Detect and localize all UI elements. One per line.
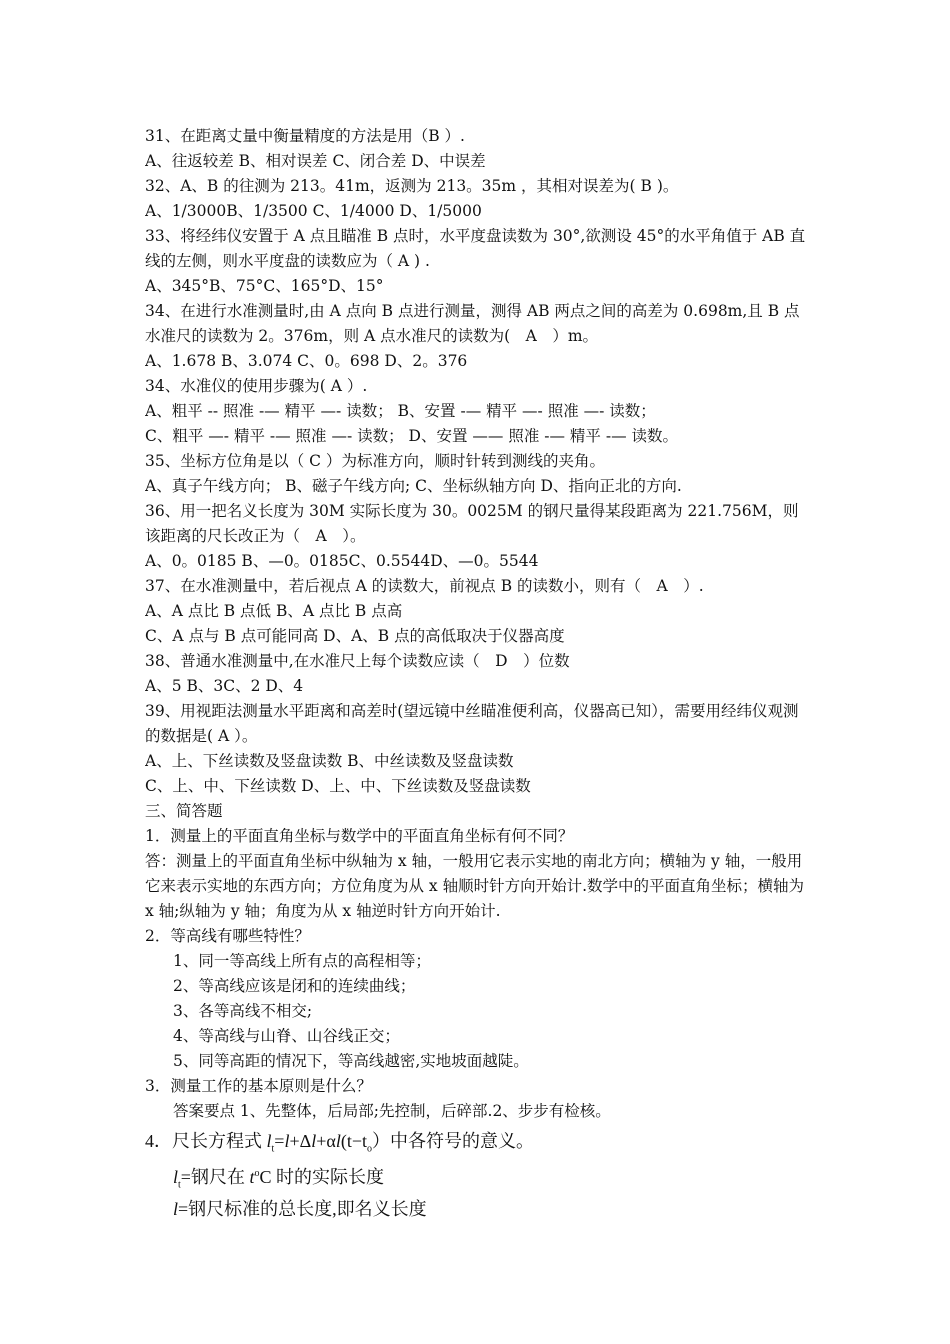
question-36-options: A、0。0185 B、—0。0185C、0.5544D、—0。5544	[145, 552, 539, 570]
def-text-1: =钢尺在	[180, 1167, 250, 1187]
question-34a: 34、在进行水准测量时,由 A 点向 B 点进行测量，测得 AB 两点之间的高差为 0.698m,且 B 点水准尺的读数为 2。376m，则 A 点水准尺的读数为( A ）m。	[145, 302, 800, 345]
def-text: =钢尺标准的总长度,即名义长度	[178, 1199, 427, 1219]
def-symbol-subscript: t	[178, 1179, 181, 1191]
formula-l: l	[266, 1131, 272, 1151]
question-38: 38、普通水准测量中,在水准尺上每个读数应读（ D ）位数	[145, 652, 570, 670]
question-32-options: A、1/3000B、1/3500 C、1/4000 D、1/5000	[145, 202, 482, 220]
document-body	[145, 124, 810, 1224]
question-39-options-1: A、上、下丝读数及竖盘读数 B、中丝读数及竖盘读数	[145, 752, 514, 770]
formula-paren: (t−t	[340, 1131, 367, 1151]
short-answer-1-answer: 答：测量上的平面直角坐标中纵轴为 x 轴，一般用它表示实地的南北方向；横轴为 y 轴，一般用它来表示实地的东西方向；方位角度为从 x 轴顺时针方向开始计.数学中的平面直角坐标；横轴为 x 轴;纵轴为 y 轴；角度为从 x 轴逆时针方向开始计.	[145, 852, 805, 920]
question-37-options-1: A、A 点比 B 点低 B、A 点比 B 点高	[145, 602, 403, 620]
formula-t-subscript: t	[271, 1143, 275, 1155]
formula-plus-delta: +Δ	[289, 1131, 312, 1151]
contour-property: 4、等高线与山脊、山谷线正交；	[173, 1027, 400, 1045]
formula-l: l	[335, 1131, 341, 1151]
short-answer-3-question: 3．测量工作的基本原则是什么？	[145, 1077, 372, 1095]
formula-close: ）	[371, 1131, 390, 1151]
question-37-options-2: C、A 点与 B 点可能同高 D、A、B 点的高低取决于仪器高度	[145, 627, 565, 645]
question-35: 35、坐标方位角是以（ C ）为标准方向，顺时针转到测线的夹角。	[145, 452, 605, 470]
formula-l: l	[284, 1131, 290, 1151]
question-39: 39、用视距法测量水平距离和高差时(望远镜中丝瞄准便利高，仪器高已知），需要用经纬仪观测的数据是( A ）。	[145, 702, 799, 745]
question-33: 33、将经纬仪安置于 A 点且瞄准 B 点时，水平度盘读数为 30°,欲测设 45°的水平角值于 AB 直线的左侧，则水平度盘的读数应为（ A ) .	[145, 227, 806, 270]
question-38-options: A、5 B、3C、2 D、4	[145, 677, 304, 695]
question-32: 32、A、B 的往测为 213。41m，返测为 213。35m ，其相对误差为( B )。	[145, 177, 679, 195]
definition-lt	[145, 1162, 810, 1192]
short-answer-1-question: 1．测量上的平面直角坐标与数学中的平面直角坐标有何不同？	[145, 827, 574, 845]
question-34b-options-2: C、粗平 —- 精平 -— 照准 —- 读数； D、安置 —— 照准 -— 精平 -— 读数。	[145, 427, 679, 445]
def-degree: o	[254, 1168, 260, 1179]
question-34b-options-1: A、粗平 -- 照准 -— 精平 —- 读数； B、安置 -— 精平 —- 照准 —- 读数；	[145, 402, 656, 420]
contour-property: 2、等高线应该是闭和的连续曲线；	[173, 977, 416, 995]
formula-o-subscript: o	[366, 1143, 372, 1155]
question-39-options-2: C、上、中、下丝读数 D、上、中、下丝读数及竖盘读数	[145, 777, 531, 795]
short-answer-2-question: 2．等高线有哪些特性？	[145, 927, 310, 945]
question-34b: 34、水准仪的使用步骤为( A ）.	[145, 377, 368, 395]
question-33-options: A、345°B、75°C、165°D、15°	[145, 277, 384, 295]
short-answer-3-answer: 答案要点 1、先整体，后局部;先控制，后碎部.2、步步有检核。	[173, 1102, 611, 1120]
question-31-options: A、往返较差 B、相对误差 C、闭合差 D、中误差	[145, 152, 486, 170]
question-31: 31、在距离丈量中衡量精度的方法是用（B ）.	[145, 127, 465, 145]
section-heading: 三、简答题	[145, 802, 223, 820]
def-temp: t	[249, 1167, 255, 1187]
contour-property: 1、同一等高线上所有点的高程相等；	[173, 952, 431, 970]
question-36: 36、用一把名义长度为 30M 实际长度为 30。0025M 的钢尺量得某段距离为 221.756M，则该距离的尺长改正为（ A ）。	[145, 502, 799, 545]
formula-l: l	[311, 1131, 317, 1151]
formula-suffix: 中各符号的意义。	[389, 1131, 534, 1151]
def-symbol: l	[173, 1199, 179, 1219]
question-34a-options: A、1.678 B、3.074 C、0。698 D、2。376	[145, 352, 468, 370]
question-35-options: A、真子午线方向； B、磁子午线方向; C、坐标纵轴方向 D、指向正北的方向.	[145, 477, 682, 495]
formula-prefix: 4．尺长方程式	[145, 1131, 267, 1151]
formula-equals: =	[274, 1131, 285, 1151]
short-answer-4-question	[145, 1126, 810, 1156]
contour-property: 5、同等高距的情况下，等高线越密,实地坡面越陡。	[173, 1052, 529, 1070]
def-symbol: l	[173, 1167, 179, 1187]
formula-plus-alpha: +α	[316, 1131, 336, 1151]
contour-property: 3、各等高线不相交;	[173, 1002, 313, 1020]
def-text-2: C 时的实际长度	[259, 1167, 384, 1187]
definition-l	[145, 1194, 810, 1224]
question-37: 37、在水准测量中，若后视点 A 的读数大，前视点 B 的读数小，则有（ A ）.	[145, 577, 704, 595]
